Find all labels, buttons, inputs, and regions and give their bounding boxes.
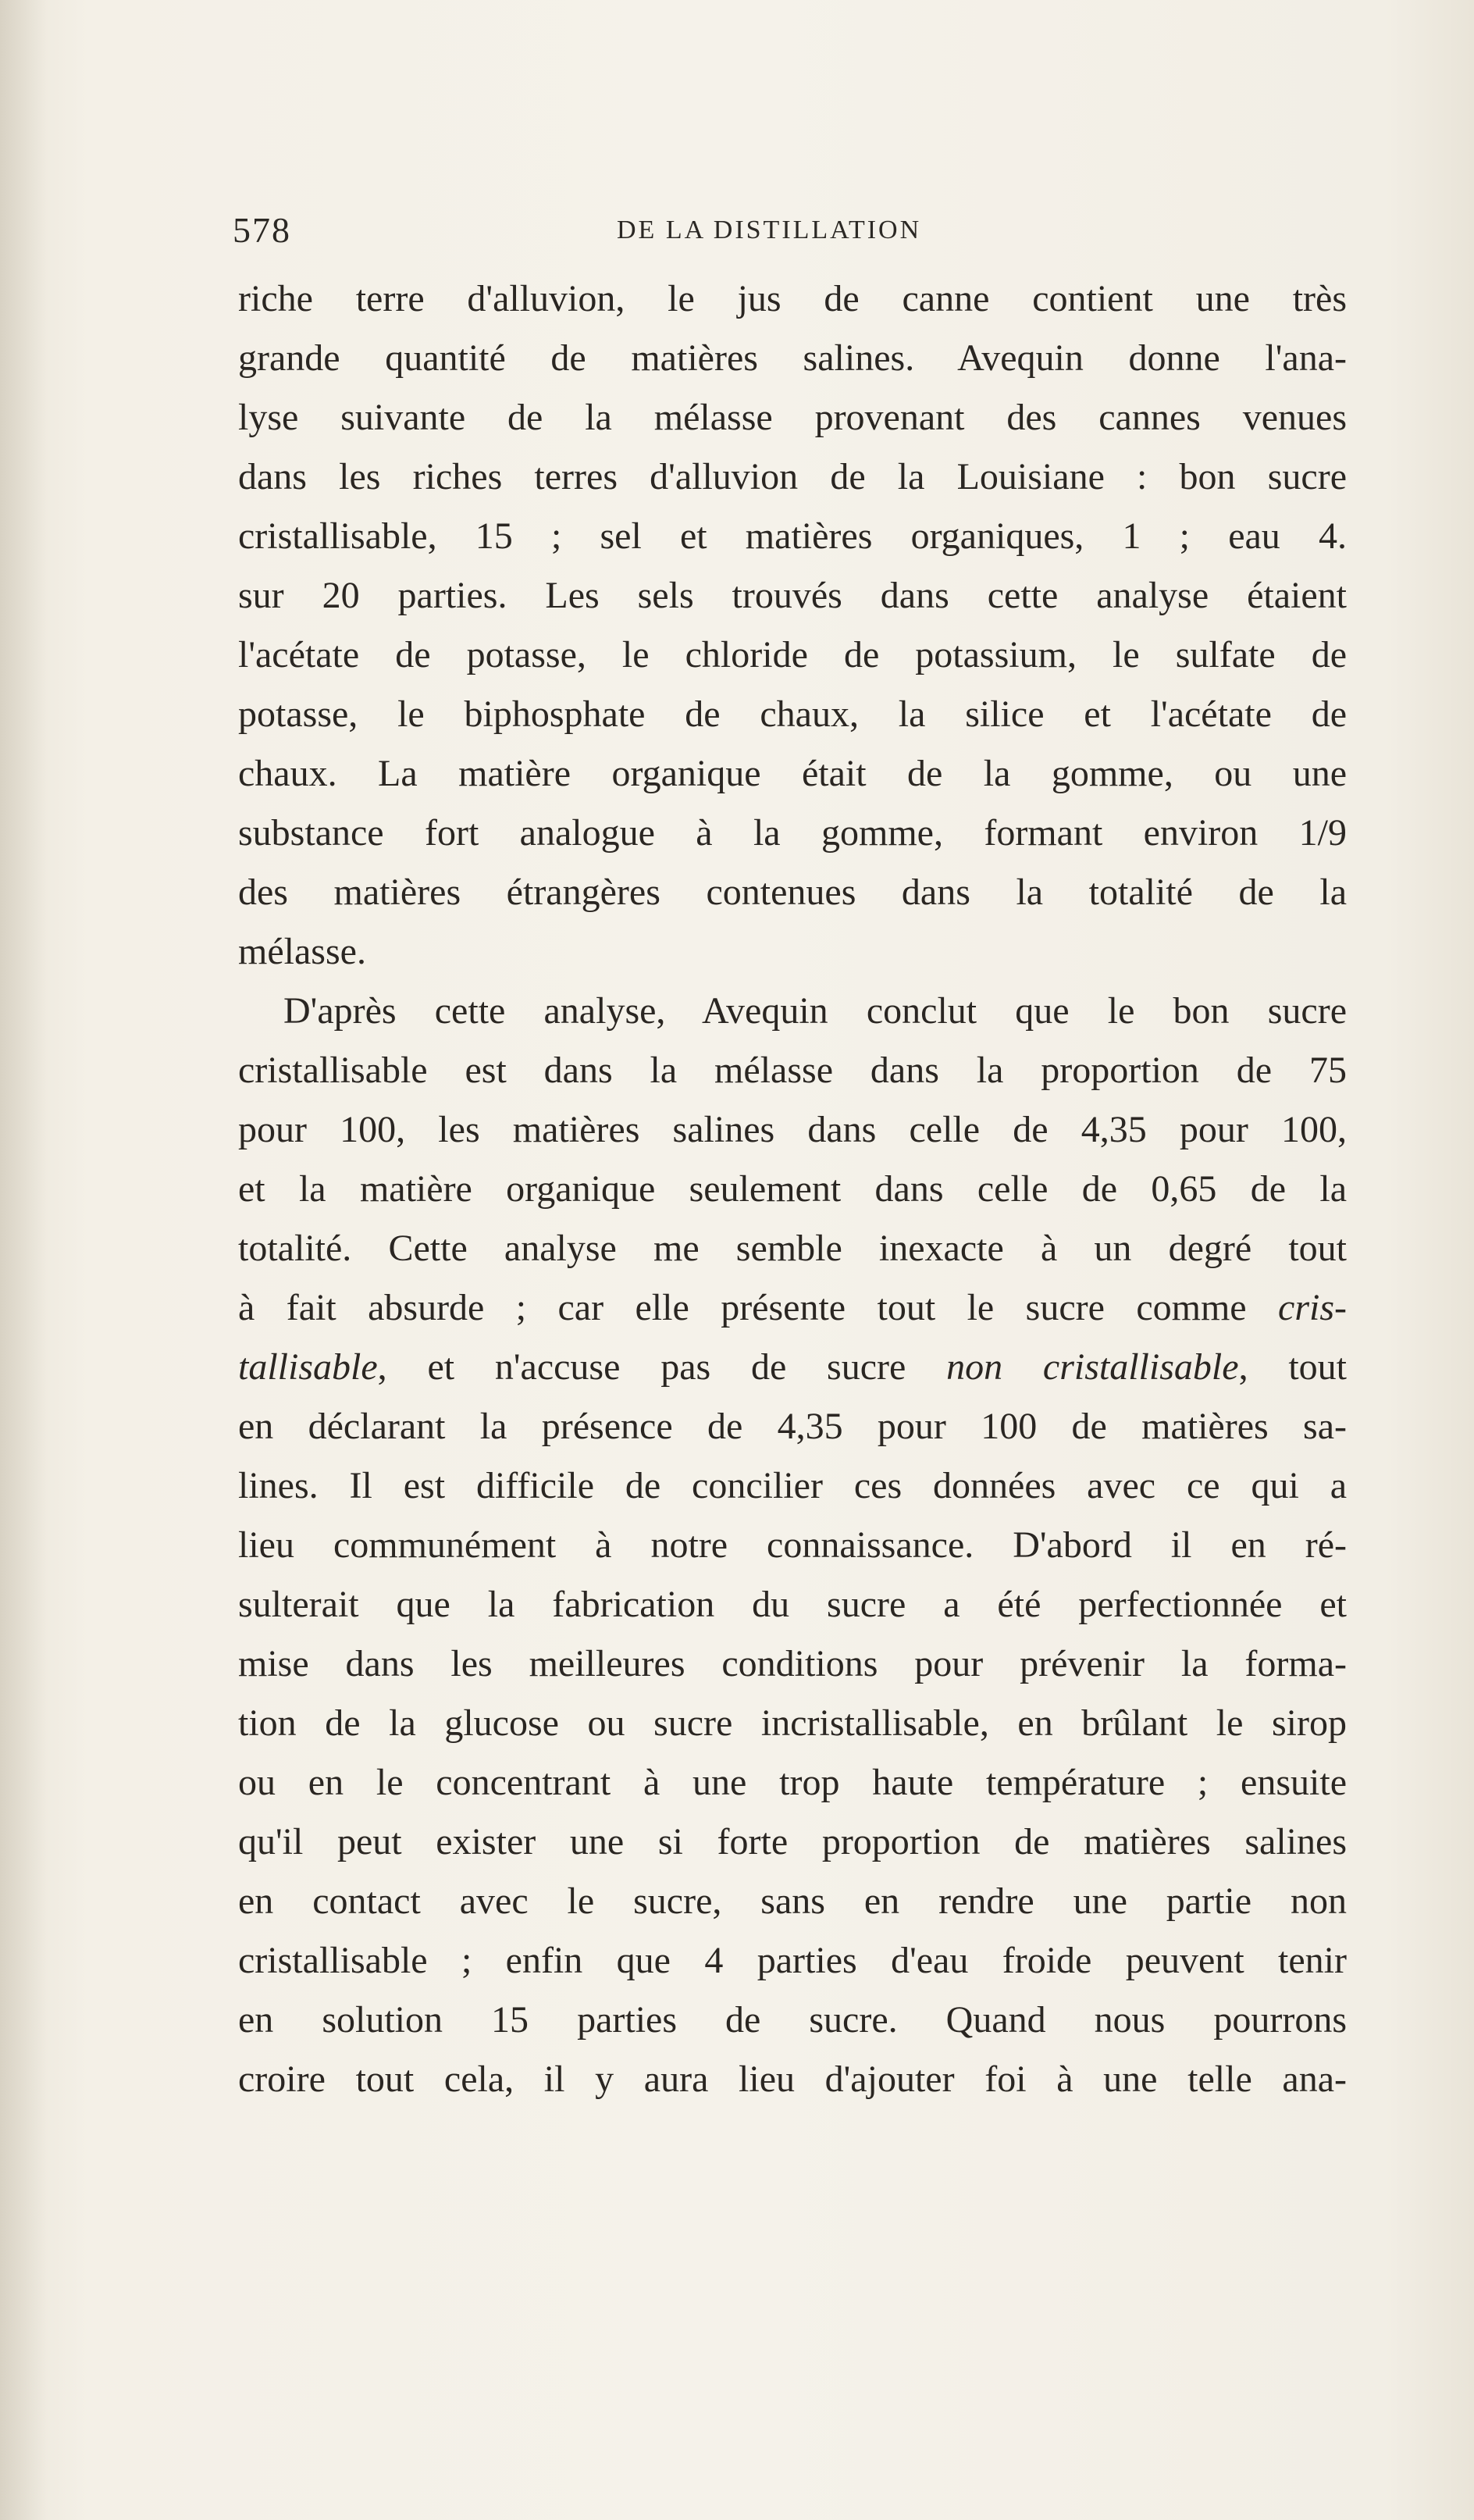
italic-word: cris- bbox=[1278, 1287, 1347, 1328]
text-line: sur 20 parties. Les sels trouvés dans cette analyse étaient bbox=[238, 575, 1347, 616]
italic-phrase: non cristallisable bbox=[946, 1346, 1239, 1388]
text-line: lyse suivante de la mélasse provenant des cannes venues bbox=[238, 397, 1347, 438]
text-line: mélasse. bbox=[238, 931, 366, 972]
line-text: à fait absurde ; car elle présente tout le sucre comme bbox=[238, 1287, 1279, 1328]
text-line: potasse, le biphosphate de chaux, la silice et l'acétate de bbox=[238, 693, 1347, 735]
text-line-with-italic bbox=[238, 1278, 1347, 1338]
text-line: croire tout cela, il y aura lieu d'ajouter foi à une telle ana- bbox=[238, 2058, 1347, 2100]
page-number: 578 bbox=[233, 210, 291, 250]
text-line: et la matière organique seulement dans celle de 0,65 de la bbox=[238, 1168, 1347, 1210]
text-line-with-italic bbox=[238, 1338, 1347, 1397]
page-gutter-shadow bbox=[0, 0, 47, 2520]
text-line: ou en le concentrant à une trop haute température ; ensuite bbox=[238, 1762, 1347, 1803]
text-line: chaux. La matière organique était de la gomme, ou une bbox=[238, 753, 1347, 794]
body-text bbox=[238, 269, 1347, 2109]
text-line: grande quantité de matières salines. Avequin donne l'ana- bbox=[238, 337, 1347, 379]
text-line: cristallisable est dans la mélasse dans la proportion de 75 bbox=[238, 1050, 1347, 1091]
paragraph-2 bbox=[238, 982, 1347, 2109]
text-line: D'après cette analyse, Avequin conclut que le bon sucre bbox=[283, 990, 1347, 1032]
text-line: mise dans les meilleures conditions pour prévenir la forma- bbox=[238, 1643, 1347, 1684]
running-title: DE LA DISTILLATION bbox=[617, 216, 922, 244]
text-line: totalité. Cette analyse me semble inexacte à un degré tout bbox=[238, 1228, 1347, 1269]
text-line: sulterait que la fabrication du sucre a été perfectionnée et bbox=[238, 1584, 1347, 1625]
text-line: substance fort analogue à la gomme, formant environ 1/9 bbox=[238, 812, 1347, 854]
text-line: en contact avec le sucre, sans en rendre une partie non bbox=[238, 1880, 1347, 1922]
text-line: qu'il peut exister une si forte proportion de matières salines bbox=[238, 1821, 1347, 1862]
text-line: en solution 15 parties de sucre. Quand nous pourrons bbox=[238, 1999, 1347, 2041]
text-line: lieu communément à notre connaissance. D'abord il en ré- bbox=[238, 1524, 1347, 1566]
text-line: tion de la glucose ou sucre incristallisable, en brûlant le sirop bbox=[238, 1702, 1347, 1744]
text-line: lines. Il est difficile de concilier ces données avec ce qui a bbox=[238, 1465, 1347, 1506]
text-line: l'acétate de potasse, le chloride de potassium, le sulfate de bbox=[238, 634, 1347, 675]
italic-word: tallisable bbox=[238, 1346, 378, 1388]
text-line: pour 100, les matières salines dans celle de 4,35 pour 100, bbox=[238, 1109, 1347, 1150]
text-line: en déclarant la présence de 4,35 pour 100 de matières sa- bbox=[238, 1406, 1347, 1447]
running-header bbox=[233, 209, 1326, 264]
line-text: , tout bbox=[1238, 1346, 1348, 1388]
text-line: des matières étrangères contenues dans la totalité de la bbox=[238, 871, 1347, 913]
paragraph-1 bbox=[238, 269, 1347, 982]
line-text: , et n'accuse pas de sucre bbox=[377, 1346, 947, 1388]
text-line: riche terre d'alluvion, le jus de canne contient une très bbox=[238, 278, 1347, 319]
text-line: cristallisable, 15 ; sel et matières organiques, 1 ; eau 4. bbox=[238, 515, 1347, 557]
text-line: cristallisable ; enfin que 4 parties d'eau froide peuvent tenir bbox=[238, 1940, 1347, 1981]
text-line: dans les riches terres d'alluvion de la Louisiane : bon sucre bbox=[238, 456, 1347, 497]
